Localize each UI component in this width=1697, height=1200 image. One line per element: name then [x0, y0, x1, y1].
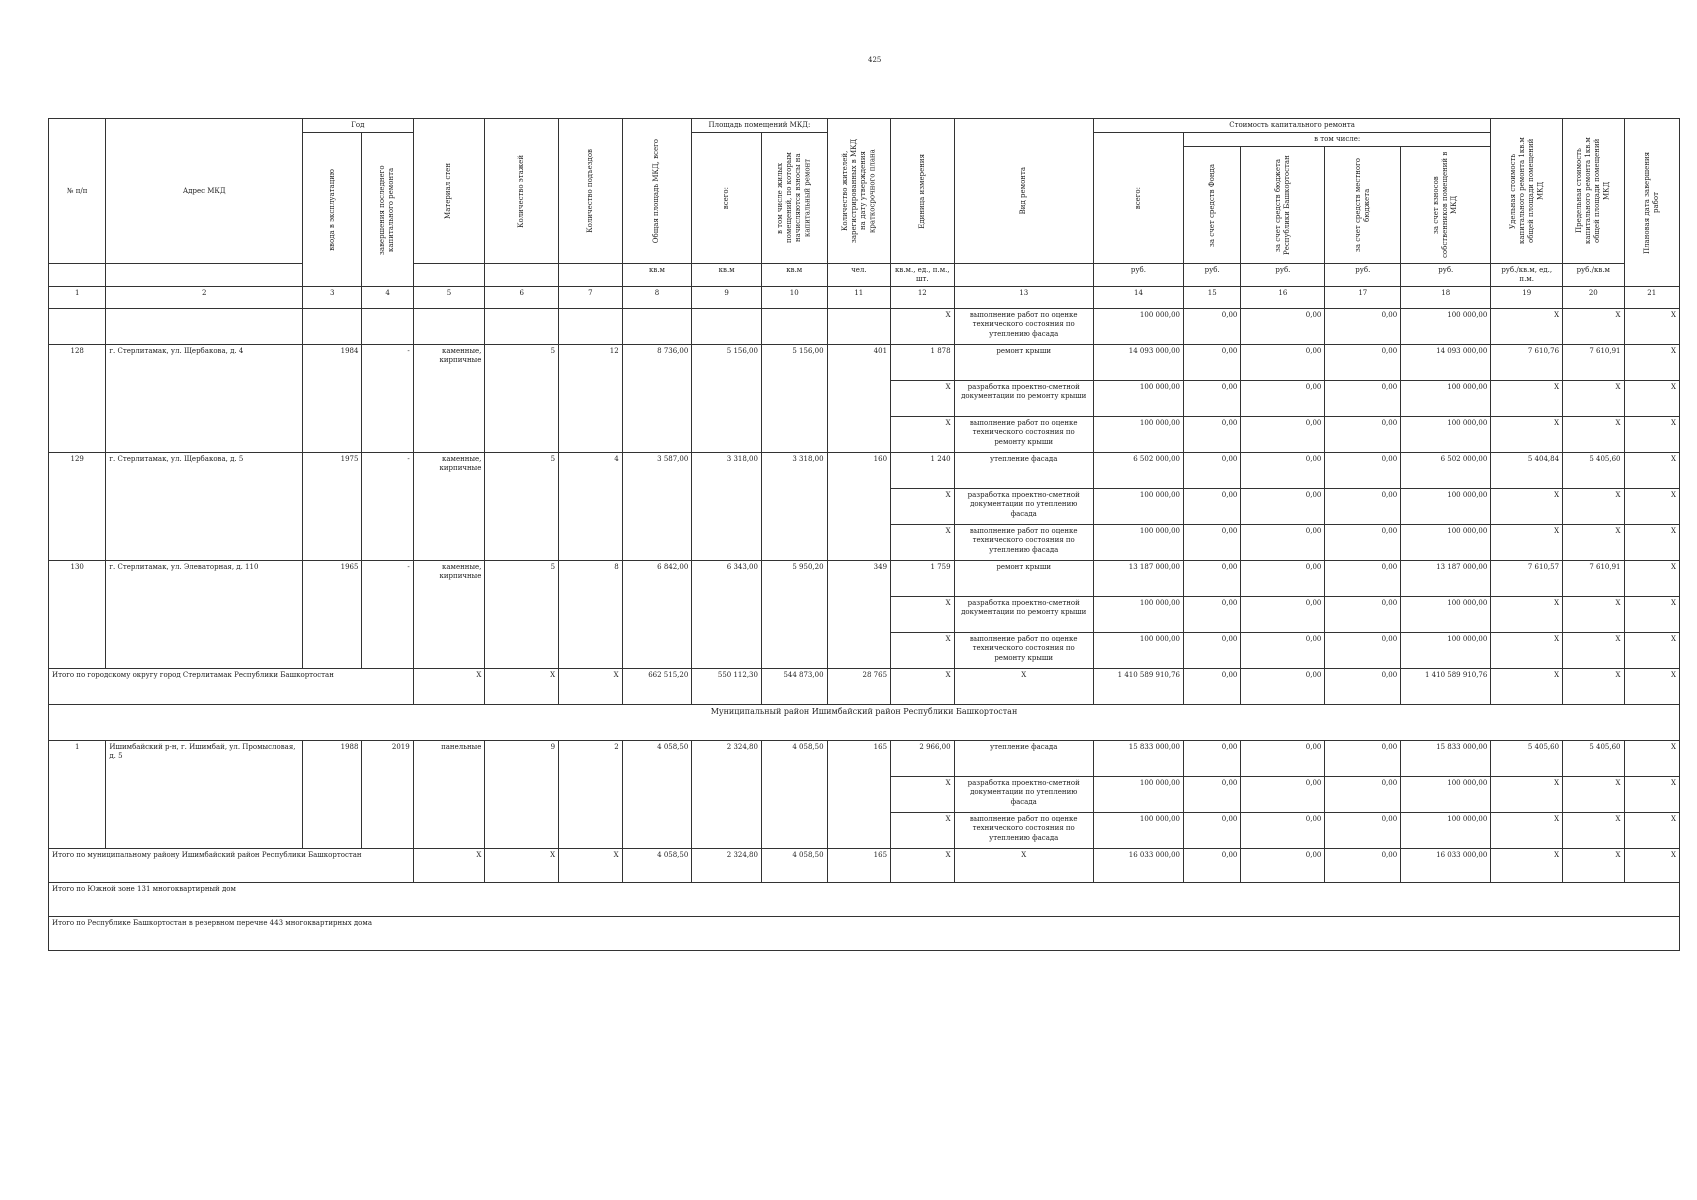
total-owners: 1 410 589 910,76	[1401, 669, 1491, 705]
cost-fund: 0,00	[1184, 525, 1241, 561]
work-type: выполнение работ по оценке технического состояния по утеплению фасада	[954, 813, 1093, 849]
specific-cost: Х	[1491, 381, 1563, 417]
total-row	[49, 849, 1680, 883]
total-unit: Х	[891, 849, 955, 883]
planned-date: Х	[1624, 453, 1680, 489]
cost-fund: 0,00	[1184, 489, 1241, 525]
planned-date: Х	[1624, 777, 1680, 813]
cost-owners: 15 833 000,00	[1401, 741, 1491, 777]
total-work: Х	[954, 849, 1093, 883]
row-entrances: 12	[559, 345, 623, 453]
max-cost: Х	[1563, 489, 1624, 525]
cost-republic: 0,00	[1241, 813, 1325, 849]
row-last-repair: -	[362, 453, 413, 561]
max-cost: 7 610,91	[1563, 345, 1624, 381]
header-cost-fund: за счет средств Фонда	[1184, 147, 1241, 264]
unit-value: Х	[891, 381, 955, 417]
work-type: ремонт крыши	[954, 561, 1093, 597]
total-entrances: Х	[559, 849, 623, 883]
column-number: 10	[761, 287, 827, 309]
cost-local: 0,00	[1325, 741, 1401, 777]
planned-date: Х	[1624, 525, 1680, 561]
row-floors: 5	[485, 561, 559, 669]
cost-republic: 0,00	[1241, 561, 1325, 597]
work-type: выполнение работ по оценке технического состояния по ремонту крыши	[954, 633, 1093, 669]
unit-value: Х	[891, 777, 955, 813]
planned-date: Х	[1624, 597, 1680, 633]
header-unit: Единица измерения	[891, 119, 955, 264]
unit-cell: руб.	[1184, 264, 1241, 287]
unit-cell: руб.	[1093, 264, 1183, 287]
max-cost: Х	[1563, 525, 1624, 561]
cost-owners: 100 000,00	[1401, 597, 1491, 633]
header-residents: Количество жителей, зарегистрированных в МКД на дату утверждения краткосрочного плана	[827, 119, 891, 264]
unit-cell: руб.	[1401, 264, 1491, 287]
work-type: разработка проектно-сметной документации по утеплению фасада	[954, 489, 1093, 525]
header-total-area: Общая площадь МКД, всего	[622, 119, 692, 264]
header-cost-republic: за счет средств бюджета Республики Башкортостан	[1241, 147, 1325, 264]
row-premises-residential: 5 156,00	[761, 345, 827, 453]
row-material: каменные, кирпичные	[413, 561, 485, 669]
max-cost: Х	[1563, 381, 1624, 417]
total-unit: Х	[891, 669, 955, 705]
cost-local: 0,00	[1325, 525, 1401, 561]
unit-cell: чел.	[827, 264, 891, 287]
cost-total: 100 000,00	[1093, 813, 1183, 849]
column-number: 2	[106, 287, 303, 309]
cost-total: 100 000,00	[1093, 777, 1183, 813]
total-area: 662 515,20	[622, 669, 692, 705]
cost-owners: 100 000,00	[1401, 381, 1491, 417]
max-cost: 7 610,91	[1563, 561, 1624, 597]
unit-cell: руб./кв.м, ед., п.м.	[1491, 264, 1563, 287]
cost-republic: 0,00	[1241, 597, 1325, 633]
header-year-commission: ввода в эксплуатацию	[303, 133, 362, 287]
planned-date: Х	[1624, 741, 1680, 777]
column-number: 18	[1401, 287, 1491, 309]
section-title: Муниципальный район Ишимбайский район Республики Башкортостан	[49, 705, 1680, 741]
header-floors: Количество этажей	[485, 119, 559, 264]
max-cost: Х	[1563, 813, 1624, 849]
row-num: 129	[49, 453, 106, 561]
unit-value: Х	[891, 633, 955, 669]
column-number: 20	[1563, 287, 1624, 309]
work-type: разработка проектно-сметной документации по ремонту крыши	[954, 597, 1093, 633]
cost-republic: 0,00	[1241, 345, 1325, 381]
total-fund: 0,00	[1184, 849, 1241, 883]
column-number: 9	[692, 287, 762, 309]
cost-fund: 0,00	[1184, 381, 1241, 417]
row-last-repair: -	[362, 561, 413, 669]
row-floors: 5	[485, 453, 559, 561]
cost-local: 0,00	[1325, 417, 1401, 453]
unit-cell: кв.м	[761, 264, 827, 287]
cost-total: 13 187 000,00	[1093, 561, 1183, 597]
cost-republic: 0,00	[1241, 489, 1325, 525]
max-cost: Х	[1563, 597, 1624, 633]
total-date: Х	[1624, 669, 1680, 705]
specific-cost: Х	[1491, 777, 1563, 813]
row-year: 1975	[303, 453, 362, 561]
total-row	[49, 669, 1680, 705]
work-type: выполнение работ по оценке технического состояния по утеплению фасада	[954, 309, 1093, 345]
work-type: выполнение работ по оценке технического состояния по ремонту крыши	[954, 417, 1093, 453]
column-number: 8	[622, 287, 692, 309]
row-total-area: 4 058,50	[622, 741, 692, 849]
cost-owners: 100 000,00	[1401, 309, 1491, 345]
header-cost-local: за счет средств местного бюджета	[1325, 147, 1401, 264]
unit-cell: руб.	[1325, 264, 1401, 287]
total-local: 0,00	[1325, 669, 1401, 705]
work-type: утепление фасада	[954, 741, 1093, 777]
unit-cell: руб.	[1241, 264, 1325, 287]
cost-owners: 100 000,00	[1401, 633, 1491, 669]
header-max-cost: Предельная стоимость капитального ремонта 1кв.м общей площади помещений МКД	[1563, 119, 1624, 264]
cost-local: 0,00	[1325, 489, 1401, 525]
max-cost: 5 405,60	[1563, 741, 1624, 777]
cost-total: 100 000,00	[1093, 489, 1183, 525]
planned-date: Х	[1624, 381, 1680, 417]
row-premises-total: 2 324,80	[692, 741, 762, 849]
planned-date: Х	[1624, 417, 1680, 453]
column-number: 6	[485, 287, 559, 309]
total-label: Итого по городскому округу город Стерлитамак Республики Башкортостан	[49, 669, 414, 705]
total-specific: Х	[1491, 849, 1563, 883]
row-total-area: 3 587,00	[622, 453, 692, 561]
total-material: Х	[413, 669, 485, 705]
cost-owners: 100 000,00	[1401, 489, 1491, 525]
row-premises-total: 3 318,00	[692, 453, 762, 561]
row-total-area: 6 842,00	[622, 561, 692, 669]
header-address: Адрес МКД	[106, 119, 303, 264]
row-year: 1984	[303, 345, 362, 453]
row-material: панельные	[413, 741, 485, 849]
total-fund: 0,00	[1184, 669, 1241, 705]
header-year-group: Год	[303, 119, 414, 133]
total-cost: 16 033 000,00	[1093, 849, 1183, 883]
cost-local: 0,00	[1325, 345, 1401, 381]
table-row	[49, 309, 1680, 345]
total-label: Итого по муниципальному району Ишимбайский район Республики Башкортостан	[49, 849, 414, 883]
row-address: Ишимбайский р-н, г. Ишимбай, ул. Промысловая, д. 5	[106, 741, 303, 849]
total-date: Х	[1624, 849, 1680, 883]
column-number: 11	[827, 287, 891, 309]
cost-republic: 0,00	[1241, 309, 1325, 345]
table-row	[49, 345, 1680, 381]
header-cost-total: всего:	[1093, 133, 1183, 264]
unit-value: 1 878	[891, 345, 955, 381]
header-cost-including: в том числе:	[1184, 133, 1491, 147]
cost-fund: 0,00	[1184, 597, 1241, 633]
row-premises-total: 6 343,00	[692, 561, 762, 669]
row-residents: 165	[827, 741, 891, 849]
cost-owners: 14 093 000,00	[1401, 345, 1491, 381]
cost-local: 0,00	[1325, 381, 1401, 417]
table-row	[49, 561, 1680, 597]
cost-fund: 0,00	[1184, 777, 1241, 813]
specific-cost: Х	[1491, 525, 1563, 561]
row-num: 130	[49, 561, 106, 669]
max-cost: Х	[1563, 309, 1624, 345]
header-num: № п/п	[49, 119, 106, 264]
total-republic-label: Итого по Республике Башкортостан в резервном перечне 443 многоквартирных дома	[49, 917, 1680, 951]
work-type: выполнение работ по оценке технического состояния по утеплению фасада	[954, 525, 1093, 561]
cost-local: 0,00	[1325, 597, 1401, 633]
header-cost-owners: за счет взносов собственников помещений в МКД	[1401, 147, 1491, 264]
row-residents: 349	[827, 561, 891, 669]
row-premises-residential: 5 950,20	[761, 561, 827, 669]
total-premises-residential: 544 873,00	[761, 669, 827, 705]
cost-owners: 13 187 000,00	[1401, 561, 1491, 597]
total-entrances: Х	[559, 669, 623, 705]
specific-cost: Х	[1491, 489, 1563, 525]
row-address: г. Стерлитамак, ул. Элеваторная, д. 110	[106, 561, 303, 669]
row-premises-residential: 4 058,50	[761, 741, 827, 849]
row-floors: 9	[485, 741, 559, 849]
table-row	[49, 741, 1680, 777]
cost-local: 0,00	[1325, 813, 1401, 849]
column-number: 15	[1184, 287, 1241, 309]
unit-value: 1 240	[891, 453, 955, 489]
planned-date: Х	[1624, 489, 1680, 525]
row-address: г. Стерлитамак, ул. Щербакова, д. 4	[106, 345, 303, 453]
header-entrances: Количество подъездов	[559, 119, 623, 264]
cost-total: 100 000,00	[1093, 309, 1183, 345]
cost-fund: 0,00	[1184, 633, 1241, 669]
row-residents: 160	[827, 453, 891, 561]
capital-repair-table	[48, 118, 1680, 951]
unit-cell: кв.м	[692, 264, 762, 287]
total-premises-residential: 4 058,50	[761, 849, 827, 883]
cost-fund: 0,00	[1184, 345, 1241, 381]
total-material: Х	[413, 849, 485, 883]
header-premises-residential: в том числе жилых помещений, по которым начисляются взносы на капитальный ремонт	[761, 133, 827, 264]
total-local: 0,00	[1325, 849, 1401, 883]
cost-owners: 100 000,00	[1401, 525, 1491, 561]
cost-total: 100 000,00	[1093, 597, 1183, 633]
total-owners: 16 033 000,00	[1401, 849, 1491, 883]
cost-total: 100 000,00	[1093, 525, 1183, 561]
cost-republic: 0,00	[1241, 453, 1325, 489]
column-number: 13	[954, 287, 1093, 309]
cost-republic: 0,00	[1241, 525, 1325, 561]
unit-value: 2 966,00	[891, 741, 955, 777]
header-specific-cost: Удельная стоимость капитального ремонта 1кв.м общей площади помещений МКД	[1491, 119, 1563, 264]
specific-cost: Х	[1491, 633, 1563, 669]
column-number: 4	[362, 287, 413, 309]
unit-value: Х	[891, 489, 955, 525]
cost-fund: 0,00	[1184, 309, 1241, 345]
row-material: каменные, кирпичные	[413, 453, 485, 561]
column-number: 16	[1241, 287, 1325, 309]
cost-local: 0,00	[1325, 633, 1401, 669]
row-floors: 5	[485, 345, 559, 453]
planned-date: Х	[1624, 345, 1680, 381]
cost-total: 100 000,00	[1093, 381, 1183, 417]
max-cost: 5 405,60	[1563, 453, 1624, 489]
cost-total: 15 833 000,00	[1093, 741, 1183, 777]
specific-cost: Х	[1491, 309, 1563, 345]
column-number: 21	[1624, 287, 1680, 309]
work-type: разработка проектно-сметной документации по ремонту крыши	[954, 381, 1093, 417]
row-last-repair: 2019	[362, 741, 413, 849]
total-south-label: Итого по Южной зоне 131 многоквартирный дом	[49, 883, 1680, 917]
total-residents: 28 765	[827, 669, 891, 705]
column-number: 12	[891, 287, 955, 309]
planned-date: Х	[1624, 561, 1680, 597]
grand-total-row	[49, 883, 1680, 917]
unit-cell: кв.м., ед., п.м., шт.	[891, 264, 955, 287]
header-premises-group: Площадь помещений МКД:	[692, 119, 827, 133]
specific-cost: Х	[1491, 417, 1563, 453]
total-cost: 1 410 589 910,76	[1093, 669, 1183, 705]
cost-local: 0,00	[1325, 561, 1401, 597]
table-row	[49, 453, 1680, 489]
column-number: 14	[1093, 287, 1183, 309]
column-number: 3	[303, 287, 362, 309]
cost-fund: 0,00	[1184, 813, 1241, 849]
total-premises: 550 112,30	[692, 669, 762, 705]
total-premises: 2 324,80	[692, 849, 762, 883]
column-number: 1	[49, 287, 106, 309]
row-premises-total: 5 156,00	[692, 345, 762, 453]
row-num: 1	[49, 741, 106, 849]
column-number: 5	[413, 287, 485, 309]
cost-total: 100 000,00	[1093, 633, 1183, 669]
total-max: Х	[1563, 849, 1624, 883]
cost-owners: 6 502 000,00	[1401, 453, 1491, 489]
row-year: 1965	[303, 561, 362, 669]
unit-value: Х	[891, 525, 955, 561]
cost-local: 0,00	[1325, 309, 1401, 345]
cost-total: 100 000,00	[1093, 417, 1183, 453]
planned-date: Х	[1624, 813, 1680, 849]
row-entrances: 2	[559, 741, 623, 849]
specific-cost: Х	[1491, 813, 1563, 849]
unit-value: Х	[891, 813, 955, 849]
total-floors: Х	[485, 669, 559, 705]
row-num: 128	[49, 345, 106, 453]
row-entrances: 4	[559, 453, 623, 561]
row-entrances: 8	[559, 561, 623, 669]
cost-local: 0,00	[1325, 453, 1401, 489]
section-row	[49, 705, 1680, 741]
cost-republic: 0,00	[1241, 381, 1325, 417]
unit-cell: руб./кв.м	[1563, 264, 1624, 287]
work-type: разработка проектно-сметной документации по утеплению фасада	[954, 777, 1093, 813]
unit-value: 1 759	[891, 561, 955, 597]
cost-fund: 0,00	[1184, 741, 1241, 777]
specific-cost: 7 610,57	[1491, 561, 1563, 597]
max-cost: Х	[1563, 777, 1624, 813]
specific-cost: 5 405,60	[1491, 741, 1563, 777]
row-year: 1988	[303, 741, 362, 849]
planned-date: Х	[1624, 633, 1680, 669]
cost-owners: 100 000,00	[1401, 813, 1491, 849]
row-address: г. Стерлитамак, ул. Щербакова, д. 5	[106, 453, 303, 561]
total-specific: Х	[1491, 669, 1563, 705]
unit-value: Х	[891, 309, 955, 345]
specific-cost: Х	[1491, 597, 1563, 633]
cost-owners: 100 000,00	[1401, 417, 1491, 453]
specific-cost: 7 610,76	[1491, 345, 1563, 381]
max-cost: Х	[1563, 417, 1624, 453]
cost-total: 6 502 000,00	[1093, 453, 1183, 489]
cost-republic: 0,00	[1241, 741, 1325, 777]
planned-date: Х	[1624, 309, 1680, 345]
work-type: ремонт крыши	[954, 345, 1093, 381]
column-number: 17	[1325, 287, 1401, 309]
header-work-type: Вид ремонта	[954, 119, 1093, 264]
column-number: 7	[559, 287, 623, 309]
page-number: 425	[868, 56, 882, 64]
unit-cell: кв.м	[622, 264, 692, 287]
work-type: утепление фасада	[954, 453, 1093, 489]
header-premises-total: всего:	[692, 133, 762, 264]
total-republic: 0,00	[1241, 849, 1325, 883]
cost-fund: 0,00	[1184, 417, 1241, 453]
cost-fund: 0,00	[1184, 561, 1241, 597]
cost-republic: 0,00	[1241, 417, 1325, 453]
specific-cost: 5 404,84	[1491, 453, 1563, 489]
unit-value: Х	[891, 597, 955, 633]
total-area: 4 058,50	[622, 849, 692, 883]
unit-value: Х	[891, 417, 955, 453]
grand-total-row	[49, 917, 1680, 951]
row-residents: 401	[827, 345, 891, 453]
cost-owners: 100 000,00	[1401, 777, 1491, 813]
total-republic: 0,00	[1241, 669, 1325, 705]
total-residents: 165	[827, 849, 891, 883]
row-premises-residential: 3 318,00	[761, 453, 827, 561]
cost-fund: 0,00	[1184, 453, 1241, 489]
cost-local: 0,00	[1325, 777, 1401, 813]
total-max: Х	[1563, 669, 1624, 705]
row-material: каменные, кирпичные	[413, 345, 485, 453]
total-floors: Х	[485, 849, 559, 883]
cost-total: 14 093 000,00	[1093, 345, 1183, 381]
max-cost: Х	[1563, 633, 1624, 669]
column-number: 19	[1491, 287, 1563, 309]
header-cost-group: Стоимость капитального ремонта	[1093, 119, 1490, 133]
cost-republic: 0,00	[1241, 777, 1325, 813]
header-planned-date: Плановая дата завершения работ	[1624, 119, 1680, 287]
header-wall-material: Материал стен	[413, 119, 485, 264]
row-last-repair: -	[362, 345, 413, 453]
header-year-last-repair: завершения последнего капитального ремонта	[362, 133, 413, 287]
cost-republic: 0,00	[1241, 633, 1325, 669]
total-work: Х	[954, 669, 1093, 705]
row-total-area: 8 736,00	[622, 345, 692, 453]
